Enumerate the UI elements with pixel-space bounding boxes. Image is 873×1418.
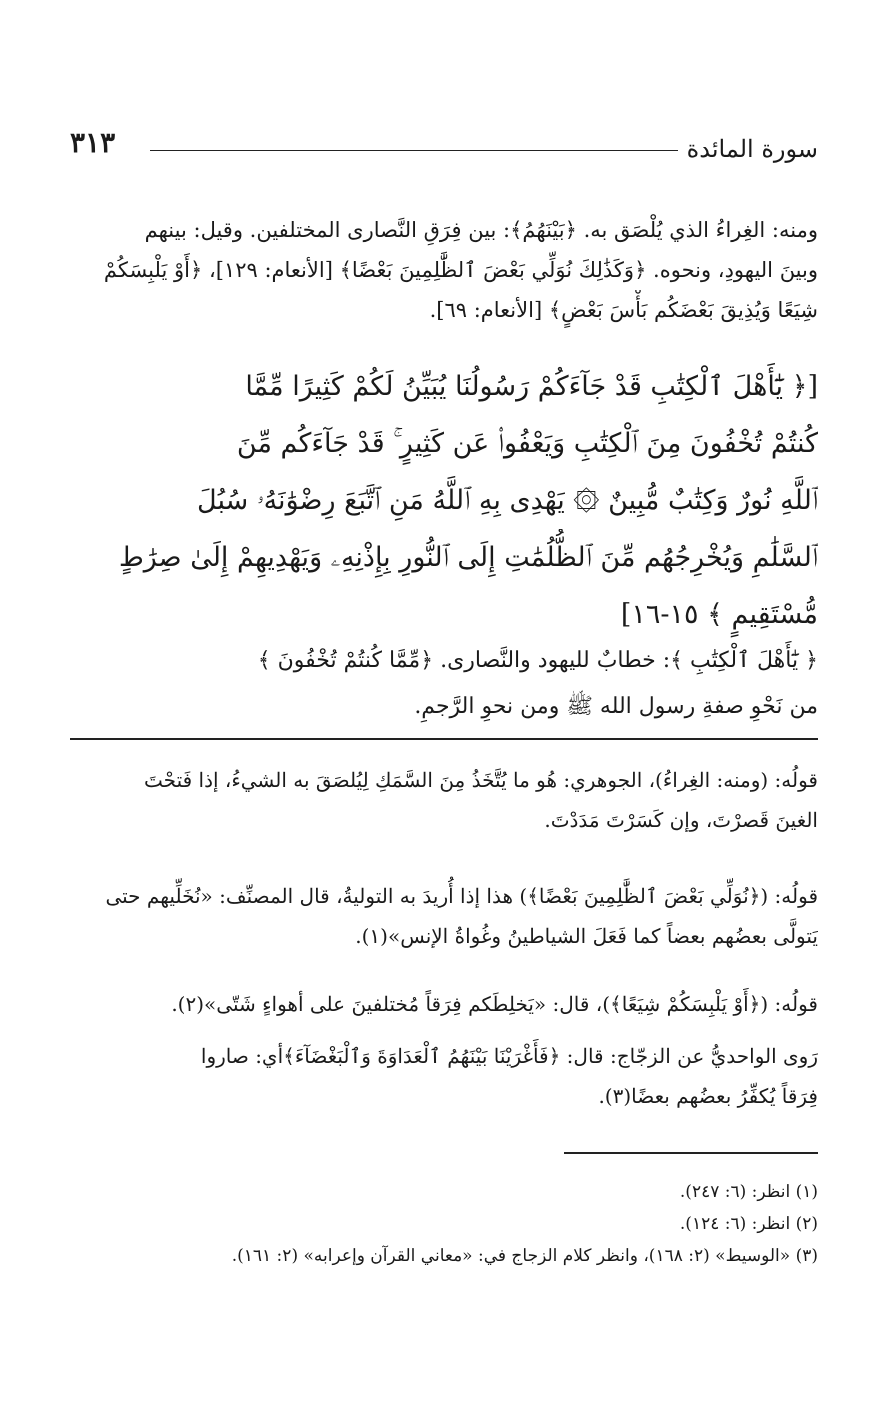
verse-line: مُّسْتَقِيمٍ ﴾ ١٥-١٦]	[620, 599, 818, 630]
footnote: (١) انظر: (٦: ٢٤٧).	[679, 1182, 818, 1202]
text-line: قولُه: (﴿أَوْ يَلْبِسَكُمْ شِيَعًا﴾)، قال: «يَخلِطَكم فِرَقاً مُختلفينَ على أهواءٍ شَتّى»(٢).	[171, 992, 818, 1016]
verse-line: كُنتُمْ تُخْفُونَ مِنَ ٱلْكِتَٰبِ وَيَعْفُوا۟ عَن كَثِيرٍ ۚ قَدْ جَآءَكُم مِّنَ	[236, 428, 818, 459]
verse-line: ٱللَّهِ نُورٌ وَكِتَٰبٌ مُّبِينٌ ۞ يَهْدِى بِهِ ٱللَّهُ مَنِ ٱتَّبَعَ رِضْوَٰنَهُۥ سُبُلَ	[197, 485, 818, 516]
intro-paragraph	[70, 210, 818, 330]
book-page	[70, 0, 818, 1418]
text-line: ﴿ يَٰٓأَهْلَ ٱلْكِتَٰبِ ﴾: خطابٌ لليهود والنَّصارى. ﴿مِّمَّا كُنتُمْ تُخْفُونَ ﴾	[257, 648, 818, 673]
text-line: الغينَ قَصرْتَ، وإن كَسَرْتَ مَدَدْتَ.	[544, 808, 818, 832]
text-line: شِيَعًا وَيُذِيقَ بَعْضَكُم بَأْسَ بَعْضٍ﴾ [الأنعام: ٦٩].	[429, 298, 818, 322]
verse-line: ٱلسَّلَٰمِ وَيُخْرِجُهُم مِّنَ ٱلظُّلُمَٰتِ إِلَى ٱلنُّورِ بِإِذْنِهِۦ وَيَهْدِيهِمْ إِلَىٰ صِرَٰطٍ	[118, 542, 818, 573]
text-line: يَتولَّى بعضُهم بعضاً كما فَعَلَ الشياطينُ وغُواةُ الإنس»(١).	[355, 924, 818, 948]
footnotes	[70, 1176, 818, 1272]
page-number: ٣١٣	[70, 126, 116, 159]
footnote: (٣) «الوسيط» (٢: ١٦٨)، وانظر كلام الزجاج في: «معاني القرآن وإعرابه» (٢: ١٦١).	[231, 1246, 818, 1266]
quran-verse-block	[70, 358, 818, 643]
page-header	[70, 120, 818, 164]
commentary-paragraph	[70, 984, 818, 1024]
text-line: قولُه: (﴿نُوَلِّي بَعْضَ ٱلظَّٰلِمِينَ بَعْضًا﴾) هذا إذا أُريدَ به التوليةُ، قال المصنِّف: «نُخَلِّيهم حتى	[105, 884, 818, 908]
commentary-paragraph	[70, 1036, 818, 1116]
commentary-paragraph	[70, 876, 818, 956]
text-line: قولُه: (ومنه: الغِراءُ)، الجوهري: هُو ما يُتَّخَذُ مِنَ السَّمَكِ لِيُلصَقَ به الشيءُ، إذا فَتحْتَ	[144, 768, 818, 792]
footnote: (٢) انظر: (٦: ١٢٤).	[679, 1214, 818, 1234]
header-rule	[150, 150, 678, 151]
section-divider	[70, 738, 818, 740]
explanation-paragraph	[70, 638, 818, 730]
text-line: وبينَ اليهودِ، ونحوه. ﴿وَكَذَٰلِكَ نُوَلِّي بَعْضَ ٱلظَّٰلِمِينَ بَعْضًا﴾ [الأنعام: ١٢٩]، ﴿أَوْ يَلْبِسَكُمْ	[103, 258, 818, 282]
verse-line: [﴿ يَٰٓأَهْلَ ٱلْكِتَٰبِ قَدْ جَآءَكُمْ رَسُولُنَا يُبَيِّنُ لَكُمْ كَثِيرًا مِّمَّا	[245, 371, 818, 402]
commentary-paragraph	[70, 760, 818, 840]
surah-title: سورة المائدة	[686, 135, 818, 163]
text-line: من نَحْوِ صفةِ رسول الله ﷺ ومن نحوِ الرَّجمِ.	[414, 694, 818, 719]
text-line: ومنه: الغِراءُ الذي يُلْصَق به. ﴿بَيْنَهُمُ﴾: بين فِرَقِ النَّصارى المختلفين. وقيل: بينهم	[144, 218, 818, 242]
text-line: فِرَقاً يُكفِّرُ بعضُهم بعضًا(٣).	[598, 1084, 818, 1108]
footnote-divider	[564, 1152, 818, 1154]
text-line: رَوى الواحديُّ عن الزجّاج: قال: ﴿فَأَغْرَيْنَا بَيْنَهُمُ ٱلْعَدَاوَةَ وَٱلْبَغْضَآءَ﴾أي: صاروا	[200, 1044, 818, 1068]
